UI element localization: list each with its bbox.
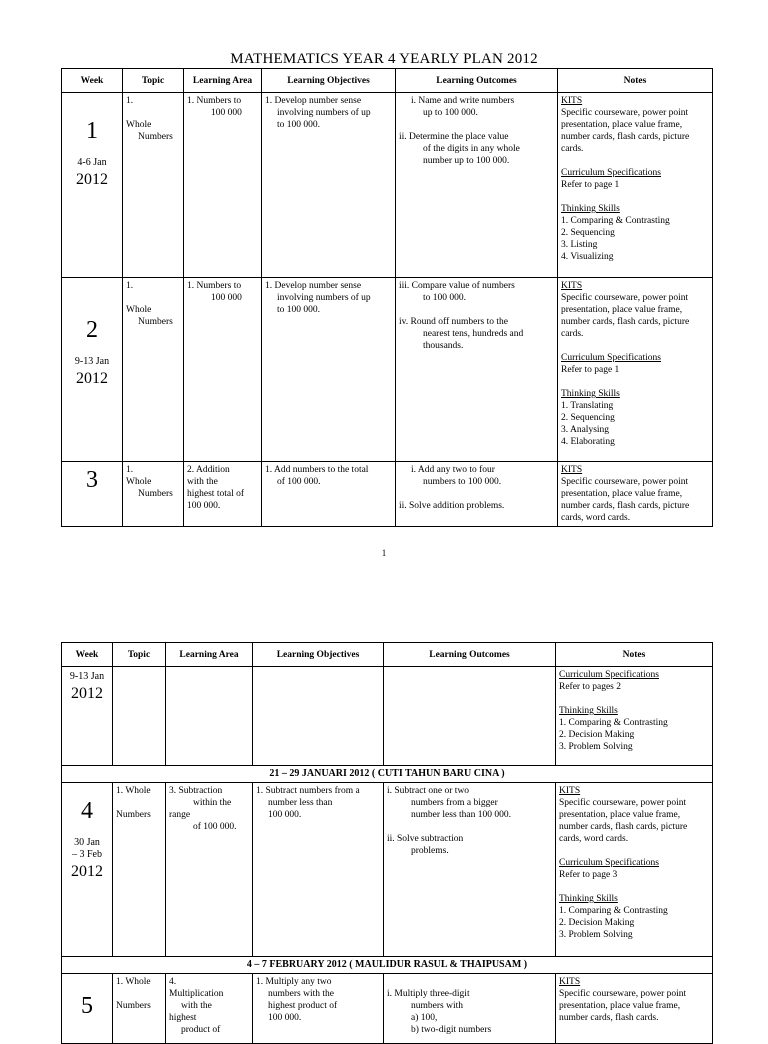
notes-text: Refer to page 1	[561, 365, 620, 375]
notes-text: Specific courseware, power point	[561, 477, 689, 487]
header-topic: Topic	[113, 643, 166, 667]
outcomes-cell	[396, 462, 558, 527]
objectives-cell	[253, 974, 384, 1044]
notes-kits-heading: KITS	[561, 281, 583, 291]
notes-text: number cards, flash cards, picture	[559, 822, 688, 832]
holiday-banner-row	[62, 957, 713, 974]
notes-text: 3. Problem Solving	[559, 742, 633, 752]
header-learning-outcomes: Learning Outcomes	[384, 643, 556, 667]
notes-text: 2. Decision Making	[559, 730, 635, 740]
notes-text: 1. Comparing & Contrasting	[559, 718, 668, 728]
area-text: Multiplication	[169, 989, 224, 999]
notes-text: Specific courseware, power point	[559, 989, 687, 999]
notes-text: 2. Sequencing	[561, 413, 615, 423]
topic-cell	[123, 462, 184, 527]
week-year: 2012	[76, 370, 108, 387]
learning-area-cell	[166, 974, 253, 1044]
area-text: with the	[187, 477, 218, 487]
outcome-text: of the digits in any whole	[423, 144, 520, 154]
outcome-text: number up to 100 000.	[423, 156, 510, 166]
outcome-text: problems.	[411, 846, 449, 856]
outcomes-cell	[384, 974, 556, 1044]
outcome-text: nearest tens, hundreds and	[423, 329, 524, 339]
area-text: of 100 000.	[193, 822, 237, 832]
learning-area-cell	[166, 667, 253, 766]
topic-text: Numbers	[138, 317, 173, 327]
document-title: MATHEMATICS YEAR 4 YEARLY PLAN 2012	[230, 51, 538, 67]
outcome-text: ii. Solve subtraction	[387, 834, 464, 844]
table-row	[62, 974, 713, 1044]
week-number: 3	[86, 467, 98, 493]
objective-text: 1. Develop number sense	[265, 96, 362, 106]
notes-text: Refer to pages 2	[559, 682, 621, 692]
notes-text: 3. Analysing	[561, 425, 610, 435]
header-notes: Notes	[558, 69, 713, 93]
area-text: product of	[181, 1025, 221, 1035]
notes-text: number cards, flash cards, picture	[561, 501, 690, 511]
notes-ts-heading: Thinking Skills	[561, 389, 620, 399]
notes-kits-heading: KITS	[561, 96, 583, 106]
week-cell	[62, 667, 113, 766]
week-number: 5	[81, 993, 93, 1019]
area-text: range	[169, 810, 191, 820]
notes-text: 4. Elaborating	[561, 437, 615, 447]
notes-text: 1. Comparing & Contrasting	[559, 906, 668, 916]
area-text: 100 000.	[187, 501, 221, 511]
topic-number: 1.	[126, 465, 134, 475]
table-row	[62, 462, 713, 527]
objective-text: 1. Subtract numbers from a	[256, 786, 360, 796]
holiday-banner-row	[62, 766, 713, 783]
notes-text: cards.	[561, 329, 584, 339]
objective-text: 100 000.	[268, 810, 302, 820]
notes-text: 1. Translating	[561, 401, 614, 411]
table-row	[62, 93, 713, 278]
outcome-text: a) 100,	[411, 1013, 438, 1023]
outcome-text: numbers with	[411, 1001, 463, 1011]
outcomes-cell	[384, 667, 556, 766]
notes-kits-heading: KITS	[561, 465, 583, 475]
header-topic: Topic	[123, 69, 184, 93]
area-text: 100 000	[211, 293, 242, 303]
topic-text: Whole	[126, 305, 152, 315]
outcomes-cell	[396, 278, 558, 462]
week-number: 1	[86, 118, 98, 144]
topic-text: 1. Whole	[116, 786, 151, 796]
notes-text: presentation, place value frame,	[561, 305, 683, 315]
topic-cell	[123, 278, 184, 462]
week-cell	[62, 783, 113, 957]
header-notes: Notes	[556, 643, 713, 667]
area-text: highest total of	[187, 489, 244, 499]
objective-text: to 100 000.	[277, 120, 321, 130]
holiday-banner: 21 – 29 JANUARI 2012 ( CUTI TAHUN BARU CINA )	[62, 766, 713, 783]
topic-cell	[113, 783, 166, 957]
area-text: with the	[181, 1001, 212, 1011]
page-number: 1	[381, 548, 387, 558]
week-dates: 9-13 Jan	[69, 671, 105, 682]
topic-text: 1. Whole	[116, 977, 151, 987]
learning-area-cell	[184, 278, 262, 462]
notes-text: Specific courseware, power point	[561, 293, 689, 303]
outcomes-cell	[384, 783, 556, 957]
notes-ts-heading: Thinking Skills	[559, 894, 618, 904]
notes-text: 2. Sequencing	[561, 228, 615, 238]
objective-text: of 100 000.	[277, 477, 321, 487]
topic-text: Numbers	[138, 132, 173, 142]
notes-cell	[558, 462, 713, 527]
week-cell	[62, 974, 113, 1044]
area-text: 3. Subtraction	[169, 786, 223, 796]
header-week: Week	[62, 69, 123, 93]
area-text: within the	[193, 798, 232, 808]
objective-text: highest product of	[268, 1001, 338, 1011]
notes-text: Refer to page 3	[559, 870, 618, 880]
topic-cell	[123, 93, 184, 278]
notes-text: Specific courseware, power point	[561, 108, 689, 118]
objectives-cell	[253, 783, 384, 957]
notes-cell	[558, 93, 713, 278]
objective-text: 1. Add numbers to the total	[265, 465, 369, 475]
notes-cs-heading: Curriculum Specifications	[561, 168, 661, 178]
notes-cs-heading: Curriculum Specifications	[559, 858, 659, 868]
learning-area-cell	[166, 783, 253, 957]
outcome-text: numbers to 100 000.	[423, 477, 502, 487]
outcome-text: iv. Round off numbers to the	[399, 317, 508, 327]
topic-text: Numbers	[138, 489, 173, 499]
week-dates: – 3 Feb	[72, 849, 102, 860]
notes-text: presentation, place value frame,	[559, 810, 681, 820]
week-cell	[62, 462, 123, 527]
outcome-text: ii. Solve addition problems.	[399, 501, 505, 511]
notes-text: presentation, place value frame,	[561, 120, 683, 130]
notes-text: 1. Comparing & Contrasting	[561, 216, 670, 226]
outcome-text: number less than 100 000.	[411, 810, 512, 820]
notes-cell	[556, 974, 713, 1044]
notes-kits-heading: KITS	[559, 786, 581, 796]
objectives-cell	[253, 667, 384, 766]
notes-text: 3. Problem Solving	[559, 930, 633, 940]
header-learning-area: Learning Area	[166, 643, 253, 667]
yearly-plan-table-page2	[61, 642, 713, 1044]
week-year: 2012	[76, 171, 108, 188]
topic-text: Numbers	[116, 810, 151, 820]
table-row	[62, 667, 713, 766]
objective-text: 1. Develop number sense	[265, 281, 362, 291]
notes-cell	[558, 278, 713, 462]
topic-number: 1.	[126, 96, 134, 106]
table-row	[62, 783, 713, 957]
topic-text: Numbers	[116, 1001, 151, 1011]
outcome-text: numbers from a bigger	[411, 798, 498, 808]
learning-area-cell	[184, 93, 262, 278]
week-number: 2	[86, 317, 98, 343]
notes-text: presentation, place value frame,	[561, 489, 683, 499]
week-dates: 4-6 Jan	[77, 157, 107, 168]
area-text: 100 000	[211, 108, 242, 118]
objective-text: involving numbers of up	[277, 293, 371, 303]
area-text: 4.	[169, 977, 177, 987]
objectives-cell	[262, 462, 396, 527]
objective-text: involving numbers of up	[277, 108, 371, 118]
outcome-text: i. Name and write numbers	[411, 96, 515, 106]
holiday-banner: 4 – 7 FEBRUARY 2012 ( MAULIDUR RASUL & THAIPUSAM )	[62, 957, 713, 974]
notes-text: number cards, flash cards, picture	[561, 132, 690, 142]
notes-ts-heading: Thinking Skills	[561, 204, 620, 214]
outcome-text: b) two-digit numbers	[411, 1025, 492, 1035]
objective-text: number less than	[268, 798, 333, 808]
notes-text: cards, word cards.	[559, 834, 629, 844]
topic-cell	[113, 974, 166, 1044]
notes-text: 3. Listing	[561, 240, 598, 250]
notes-text: cards.	[561, 144, 584, 154]
outcome-text: up to 100 000.	[423, 108, 478, 118]
objective-text: numbers with the	[268, 989, 334, 999]
notes-text: number cards, flash cards, picture	[561, 317, 690, 327]
notes-text: Refer to page 1	[561, 180, 620, 190]
topic-number: 1.	[126, 281, 134, 291]
outcome-text: to 100 000.	[423, 293, 467, 303]
week-dates: 9-13 Jan	[74, 356, 110, 367]
notes-text: number cards, flash cards.	[559, 1013, 659, 1023]
area-text: 1. Numbers to	[187, 96, 242, 106]
outcomes-cell	[396, 93, 558, 278]
outcome-text: i. Add any two to four	[411, 465, 495, 475]
learning-area-cell	[184, 462, 262, 527]
week-number: 4	[81, 798, 93, 824]
notes-text: Specific courseware, power point	[559, 798, 687, 808]
topic-text: Whole	[126, 477, 152, 487]
topic-cell	[113, 667, 166, 766]
week-year: 2012	[71, 685, 103, 702]
notes-text: 2. Decision Making	[559, 918, 635, 928]
outcome-text: thousands.	[423, 341, 464, 351]
area-text: highest	[169, 1013, 197, 1023]
objective-text: 1. Multiply any two	[256, 977, 332, 987]
week-cell	[62, 93, 123, 278]
outcome-text: i. Multiply three-digit	[387, 989, 470, 999]
objectives-cell	[262, 278, 396, 462]
topic-text: Whole	[126, 120, 152, 130]
outcome-text: i. Subtract one or two	[387, 786, 470, 796]
yearly-plan-table-page1	[61, 68, 713, 527]
notes-kits-heading: KITS	[559, 977, 581, 987]
header-week: Week	[62, 643, 113, 667]
header-learning-outcomes: Learning Outcomes	[396, 69, 558, 93]
week-cell	[62, 278, 123, 462]
header-learning-area: Learning Area	[184, 69, 262, 93]
notes-cell	[556, 667, 713, 766]
area-text: 1. Numbers to	[187, 281, 242, 291]
header-learning-objectives: Learning Objectives	[253, 643, 384, 667]
notes-text: cards, word cards.	[561, 513, 631, 523]
week-year: 2012	[71, 863, 103, 880]
notes-text: presentation, place value frame,	[559, 1001, 681, 1011]
table-row	[62, 278, 713, 462]
objective-text: to 100 000.	[277, 305, 321, 315]
notes-ts-heading: Thinking Skills	[559, 706, 618, 716]
notes-cell	[556, 783, 713, 957]
header-learning-objectives: Learning Objectives	[262, 69, 396, 93]
week-dates: 30 Jan	[74, 837, 100, 848]
outcome-text: iii. Compare value of numbers	[399, 281, 515, 291]
objectives-cell	[262, 93, 396, 278]
notes-cs-heading: Curriculum Specifications	[559, 670, 659, 680]
notes-cs-heading: Curriculum Specifications	[561, 353, 661, 363]
notes-text: 4. Visualizing	[561, 252, 614, 262]
outcome-text: ii. Determine the place value	[399, 132, 509, 142]
area-text: 2. Addition	[187, 465, 230, 475]
objective-text: 100 000.	[268, 1013, 302, 1023]
